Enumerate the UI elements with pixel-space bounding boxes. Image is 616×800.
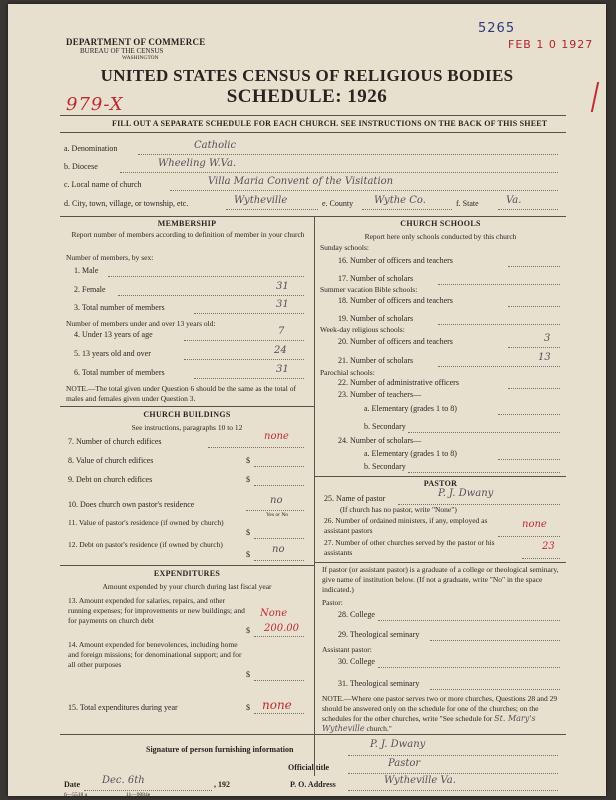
field-line (378, 667, 560, 668)
field-line (184, 359, 304, 360)
q21-label: 21. Number of scholars (338, 356, 414, 365)
received-date-stamp: FEB 1 0 1927 (508, 38, 594, 51)
field-line (508, 347, 560, 348)
summer-label: Summer vacation Bible schools: (320, 285, 418, 294)
q16-label: 16. Number of officers and teachers (338, 256, 453, 265)
q12-value[interactable]: no (272, 544, 285, 555)
pastor-heading: PASTOR (423, 479, 458, 488)
membership-intro: Report number of members according to definition of member in your church (71, 230, 305, 239)
county-value[interactable]: Wythe Co. (374, 195, 426, 206)
field-line (254, 680, 304, 681)
po-address-label: P. O. Address (290, 780, 336, 789)
field-line (522, 558, 560, 559)
city-label: d. City, town, village, or township, etc. (64, 199, 189, 208)
divider (60, 115, 566, 116)
field-line (226, 209, 318, 210)
diocese-label: b. Diocese (64, 162, 98, 171)
dollar-sign: $ (246, 550, 250, 559)
q23b-label: b. Secondary (364, 422, 406, 431)
divider (60, 565, 314, 566)
field-line (508, 266, 560, 267)
q25-label: 25. Name of pastor (324, 494, 386, 503)
q15-value[interactable]: none (262, 698, 292, 712)
bureau-heading: BUREAU OF THE CENSUS (80, 47, 164, 55)
location-heading: WASHINGTON (122, 55, 159, 61)
q20-label: 20. Number of officers and teachers (338, 337, 453, 346)
q27-value[interactable]: 23 (542, 541, 555, 552)
field-line (254, 466, 304, 467)
q24b-label: b. Secondary (364, 462, 406, 471)
field-line (246, 510, 304, 511)
yes-no-hint: Yes or No (266, 512, 289, 518)
q3-label: 3. Total number of members (74, 303, 165, 312)
official-title-label: Official title (288, 763, 330, 772)
field-line (430, 640, 560, 641)
buildings-heading: CHURCH BUILDINGS (143, 410, 231, 419)
pastor-note-fill[interactable]: St. Mary's Wytheville (322, 714, 536, 733)
date-value[interactable]: Dec. 6th (102, 775, 145, 786)
dollar-sign: $ (246, 528, 250, 537)
field-line (108, 276, 304, 277)
divider (315, 562, 566, 563)
divider (60, 406, 314, 407)
q13-label: 13. Amount expended for salaries, repairs, and other running expenses; for improvements or new buildings; and for payments on church debt (68, 596, 245, 625)
q25-note: (If church has no pastor, write "None") (340, 505, 457, 514)
field-line (508, 306, 560, 307)
q24-label: 24. Number of scholars— (338, 436, 422, 445)
q24a-label: a. Elementary (grades 1 to 8) (364, 449, 457, 458)
q20-value[interactable]: 3 (544, 333, 551, 344)
instruction-line: FILL OUT A SEPARATE SCHEDULE FOR EACH CHURCH. SEE INSTRUCTIONS ON THE BACK OF THIS SHEET (112, 119, 548, 128)
q1-label: 1. Male (74, 266, 99, 275)
date-label: Date (64, 780, 80, 789)
q4-value[interactable]: 7 (278, 326, 285, 337)
field-line (408, 432, 560, 433)
q5-label: 5. 13 years old and over (74, 349, 151, 358)
q13-value[interactable]: None (260, 608, 288, 619)
q14-label: 14. Amount expended for benevolences, including home and foreign missions; for denominational support; and for all other purposes (68, 640, 242, 669)
field-line (438, 324, 560, 325)
q25-value[interactable]: P. J. Dwany (438, 488, 494, 499)
field-line (120, 172, 558, 173)
form-code: 6—5518 a (64, 792, 88, 796)
q6-value[interactable]: 31 (276, 364, 289, 375)
field-line (138, 154, 558, 155)
field-line (118, 295, 304, 296)
pastor-note-text: NOTE.—Where one pastor serves two or more churches, Questions 28 and 29 should be answered only on the schedule for one of the churches; on the schedules for the other churches, write "See schedule for (322, 694, 558, 723)
parochial-label: Parochial schools: (320, 368, 375, 377)
weekday-label: Week-day religious schools: (320, 325, 405, 334)
q13-amount[interactable]: 200.00 (264, 623, 299, 634)
q12-label: 12. Debt on pastor's residence (if owned by church) (68, 540, 223, 549)
field-line (508, 388, 560, 389)
q2-value[interactable]: 31 (276, 281, 289, 292)
q7-value[interactable]: none (264, 431, 289, 442)
schools-intro: Report here only schools conducted by this church (364, 232, 517, 241)
q19-label: 19. Number of scholars (338, 314, 414, 323)
q7-label: 7. Number of church edifices (68, 437, 162, 446)
state-value[interactable]: Va. (506, 195, 522, 206)
membership-note: NOTE.—The total given under Question 6 should be the same as the total of males and females given under Question 3. (66, 384, 296, 403)
field-line (378, 620, 560, 621)
print-code: 11—9084e (126, 792, 151, 796)
column-divider (314, 216, 315, 776)
q22-label: 22. Number of administrative officers (338, 378, 459, 387)
pastor-sub-label: Pastor: (322, 598, 343, 607)
q3-value[interactable]: 31 (276, 299, 289, 310)
schools-heading: CHURCH SCHOOLS (400, 219, 481, 228)
schedule-title: SCHEDULE: 1926 (226, 86, 388, 107)
expenditures-heading: EXPENDITURES (153, 569, 221, 578)
q26-label: 26. Number of ordained ministers, if any, employed as assistant pastors (324, 516, 488, 535)
field-line (254, 485, 304, 486)
by-age-label: Number of members under and over 13 years old: (66, 319, 216, 328)
dollar-sign: $ (246, 475, 250, 484)
divider (60, 734, 566, 735)
q27-label: 27. Number of other churches served by the pastor or his assistants (324, 538, 495, 557)
county-label: e. County (322, 199, 354, 208)
dollar-sign: $ (246, 703, 250, 712)
expenditures-sub: Amount expended by your church during last fiscal year (102, 582, 272, 591)
field-line (498, 536, 560, 537)
signature-value[interactable]: P. J. Dwany (370, 739, 426, 750)
date-year: , 192 (214, 780, 230, 789)
city-value[interactable]: Wytheville (234, 195, 288, 206)
field-line (254, 560, 304, 561)
field-line (438, 284, 560, 285)
dollar-sign: $ (246, 626, 250, 635)
field-line (362, 209, 452, 210)
field-line (194, 313, 304, 314)
divider (60, 216, 566, 217)
field-line (408, 472, 560, 473)
local-name-value[interactable]: Villa Maria Convent of the Visitation (208, 176, 394, 187)
census-schedule-sheet (8, 4, 606, 796)
po-address-value[interactable]: Wytheville Va. (384, 775, 456, 786)
field-line (254, 538, 304, 539)
divider (60, 132, 566, 133)
divider (315, 476, 566, 477)
pastor-note (322, 694, 562, 734)
q23-label: 23. Number of teachers— (338, 390, 422, 399)
field-line (348, 790, 558, 791)
q29-label: 29. Theological seminary (338, 630, 420, 639)
field-line (348, 773, 558, 774)
q15-label: 15. Total expenditures during year (68, 703, 178, 712)
signature-label: Signature of person furnishing information (146, 745, 294, 754)
graduate-note: If pastor (or assistant pastor) is a graduate of a college or theological seminary, give name of institution below. (If not a graduate, write "No" in the space indicated.) (322, 565, 559, 594)
field-line (498, 459, 560, 460)
q23a-label: a. Elementary (grades 1 to 8) (364, 404, 457, 413)
field-line (348, 755, 558, 756)
sunday-label: Sunday schools: (320, 243, 369, 252)
local-name-label: c. Local name of church (64, 180, 142, 189)
q11-label: 11. Value of pastor's residence (if owned by church) (68, 518, 224, 527)
assistant-sub-label: Assistant pastor: (322, 645, 372, 654)
stamp-number: 5265 (478, 21, 516, 36)
q21-value[interactable]: 13 (538, 352, 551, 363)
q31-label: 31. Theological seminary (338, 679, 420, 688)
q9-label: 9. Debt on church edifices (68, 475, 153, 484)
q28-label: 28. College (338, 610, 375, 619)
q6-label: 6. Total number of members (74, 368, 165, 377)
denomination-label: a. Denomination (64, 144, 118, 153)
field-line (498, 209, 558, 210)
field-line (438, 366, 560, 367)
q8-label: 8. Value of church edifices (68, 456, 154, 465)
q30-label: 30. College (338, 657, 375, 666)
q17-label: 17. Number of scholars (338, 274, 414, 283)
field-line (194, 378, 304, 379)
q10-value[interactable]: no (270, 495, 283, 506)
department-heading: DEPARTMENT OF COMMERCE (66, 37, 206, 47)
buildings-sub: See instructions, paragraphs 10 to 12 (131, 423, 243, 432)
field-line (184, 340, 304, 341)
state-label: f. State (456, 199, 479, 208)
official-title-value[interactable]: Pastor (388, 758, 421, 769)
dollar-sign: $ (246, 456, 250, 465)
q10-label: 10. Does church own pastor's residence (68, 500, 195, 509)
q4-label: 4. Under 13 years of age (74, 330, 153, 339)
diocese-value[interactable]: Wheeling W.Va. (158, 158, 237, 169)
field-line (498, 414, 560, 415)
q5-value[interactable]: 24 (274, 345, 287, 356)
field-line (254, 713, 304, 714)
field-line (170, 190, 558, 191)
q26-value[interactable]: none (522, 519, 547, 530)
field-line (430, 689, 560, 690)
form-title: UNITED STATES CENSUS OF RELIGIOUS BODIES (100, 66, 514, 85)
field-line (254, 636, 304, 637)
field-line (84, 790, 212, 791)
field-line (208, 447, 304, 448)
denomination-value[interactable]: Catholic (194, 140, 237, 151)
dollar-sign: $ (246, 670, 250, 679)
handwritten-id: 979-X (66, 94, 124, 115)
by-sex-label: Number of members, by sex: (66, 253, 154, 262)
pastor-note-end: church." (366, 724, 392, 733)
q18-label: 18. Number of officers and teachers (338, 296, 453, 305)
q2-label: 2. Female (74, 285, 106, 294)
membership-heading: MEMBERSHIP (157, 219, 217, 228)
